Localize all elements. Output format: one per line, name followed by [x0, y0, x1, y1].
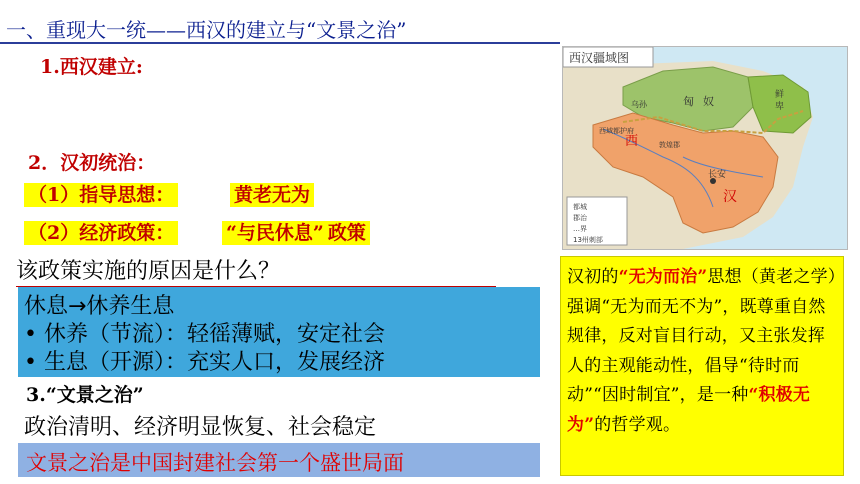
guiding-ideology-value: 黄老无为 — [230, 183, 314, 207]
map-graphic — [563, 47, 847, 249]
philosophy-note-text — [567, 263, 837, 440]
economic-policy-value: “与民休息” — [222, 221, 328, 245]
reason-line-2: • 休养（节流）：轻徭薄赋，安定社会 — [24, 322, 385, 347]
economic-policy-label: （2）经济政策： — [24, 221, 178, 245]
map-label-xiongnu-2: 奴 — [703, 95, 714, 108]
economic-policy-row — [24, 218, 178, 245]
map-legend-item-3: …界 — [573, 225, 587, 233]
policy-reason-question: 该政策实施的原因是什么？ — [16, 259, 281, 284]
reason-line-3: • 生息（开源）：充实人口，发展经济 — [24, 350, 385, 375]
reason-line-1: 休息→休养生息 — [24, 294, 175, 319]
guiding-ideology-value-wrap — [230, 180, 314, 207]
map-title: 西汉疆域图 — [569, 51, 630, 65]
note-part-1: 汉初的 — [567, 267, 619, 287]
economic-policy-value-wrap — [222, 218, 370, 245]
western-han-territory-map — [562, 46, 848, 250]
note-quote-wuwei: “无为而治” — [618, 267, 708, 287]
section-western-han-founding: 1.西汉建立: — [40, 56, 143, 78]
map-label-changan: 长安 — [708, 170, 727, 180]
map-label-xianbei-2: 卑 — [775, 102, 785, 112]
map-legend-item-2: 郡治 — [573, 214, 587, 222]
map-label-wusun: 乌孙 — [631, 100, 647, 109]
map-legend-item-4: 13州刺部 — [573, 236, 603, 244]
note-quote-jiji-wuwei: “积极无为” — [567, 385, 811, 435]
wenjing-title: 3.“文景之治” — [26, 384, 144, 406]
heading-underline — [0, 42, 560, 44]
philosophy-note-box — [560, 256, 844, 476]
note-part-3: 的哲学观。 — [594, 414, 681, 435]
map-label-dunhuang: 敦煌郡 — [659, 141, 680, 149]
map-legend-item-1: 都城 — [573, 203, 587, 211]
wenjing-description: 政治清明、经济明显恢复、社会稳定 — [24, 415, 377, 440]
wenjing-conclusion: 文景之治是中国封建社会第一个盛世局面 — [26, 451, 404, 475]
map-label-xiongnu-1: 匈 — [683, 95, 694, 108]
section-early-han-rule: 2．汉初统治： — [28, 152, 156, 174]
economic-policy-suffix: 政策 — [328, 221, 370, 245]
map-label-han: 汉 — [723, 189, 737, 205]
map-label-xi: 西 — [625, 134, 639, 149]
guiding-ideology-row — [24, 180, 178, 207]
reasons-box — [18, 287, 540, 377]
page-heading: 一、重现大一统——西汉的建立与“文景之治” — [6, 18, 407, 42]
wenjing-conclusion-box — [18, 443, 540, 477]
note-part-2: 思想（黄老之学）强调“无为而无不为”，既尊重自然规律，反对盲目行动，又主张发挥人的主观能动性，倡导“待时而动”“因时制宜”，是一种 — [567, 267, 837, 405]
map-label-xianbei-1: 鲜 — [775, 90, 785, 100]
map-label-xiyu: 西域都护府 — [599, 127, 634, 135]
guiding-ideology-label: （1）指导思想： — [24, 183, 178, 207]
